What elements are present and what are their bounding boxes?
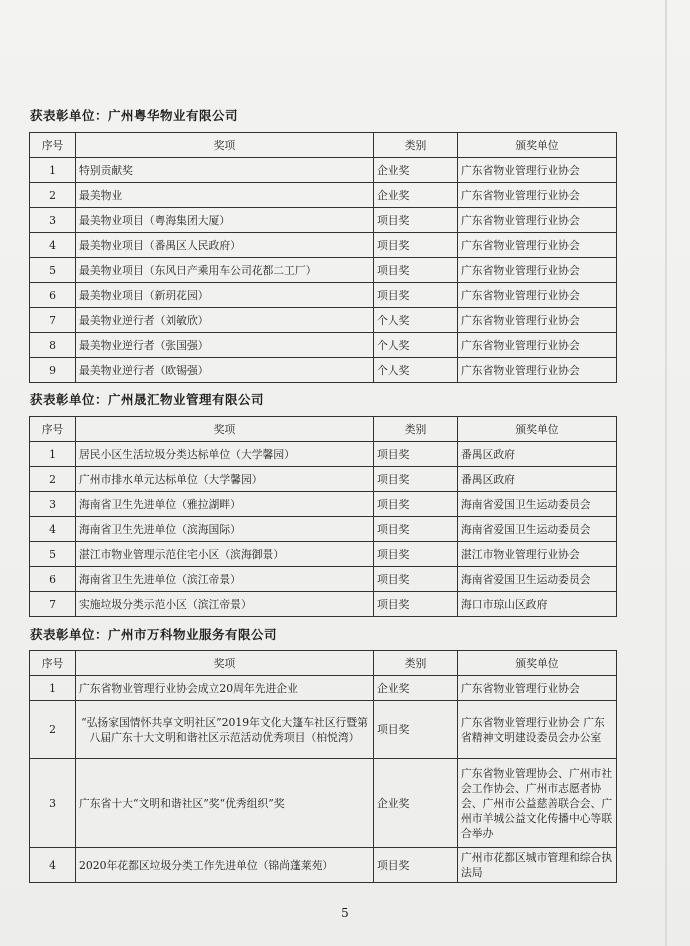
table-row	[30, 567, 617, 592]
cell-award: 最美物业项目（番禺区人民政府）	[76, 233, 374, 258]
table-row	[30, 283, 617, 308]
table-row	[30, 592, 617, 617]
cell-no: 5	[30, 258, 76, 283]
cell-category: 项目奖	[374, 701, 458, 759]
table-row	[30, 517, 617, 542]
cell-issuer: 广东省物业管理行业协会	[458, 358, 617, 383]
cell-category: 企业奖	[374, 759, 458, 848]
cell-award: 广东省十大“文明和谐社区”奖“优秀组织”奖	[76, 759, 374, 848]
cell-award: 海南省卫生先进单位（滨江帝景）	[76, 567, 374, 592]
table-row	[30, 358, 617, 383]
table-row	[30, 759, 617, 848]
table-row	[30, 158, 617, 183]
cell-no: 3	[30, 208, 76, 233]
cell-award: 最美物业逆行者（欧锡强）	[76, 358, 374, 383]
cell-issuer: 海南省爱国卫生运动委员会	[458, 517, 617, 542]
cell-issuer: 广东省物业管理行业协会	[458, 308, 617, 333]
cell-no: 7	[30, 592, 76, 617]
cell-issuer: 广东省物业管理协会、广州市社会工作协会、广州市志愿者协会、广州市公益慈善联合会、广州市羊城公益文化传播中心等联合举办	[458, 759, 617, 848]
awards-table-3	[29, 650, 617, 883]
table-header-row	[30, 133, 617, 158]
cell-award: 居民小区生活垃圾分类达标单位（大学馨园）	[76, 442, 374, 467]
header-award: 奖项	[76, 651, 374, 676]
cell-issuer: 番禺区政府	[458, 467, 617, 492]
cell-issuer: 广州市花都区城市管理和综合执法局	[458, 848, 617, 883]
cell-award: “弘扬家国情怀共享文明社区”2019年文化大篷车社区行暨第八届广东十大文明和谐社区示范活动优秀项目（柏悦湾）	[76, 701, 374, 759]
cell-issuer: 广东省物业管理行业协会	[458, 283, 617, 308]
cell-issuer: 广东省物业管理行业协会	[458, 676, 617, 701]
table-row	[30, 701, 617, 759]
table-row	[30, 676, 617, 701]
cell-award: 广东省物业管理行业协会成立20周年先进企业	[76, 676, 374, 701]
cell-no: 1	[30, 158, 76, 183]
scan-crease	[665, 0, 667, 946]
cell-award: 海南省卫生先进单位（滨海国际）	[76, 517, 374, 542]
cell-award: 海南省卫生先进单位（雅拉湖畔）	[76, 492, 374, 517]
cell-category: 项目奖	[374, 517, 458, 542]
header-category: 类别	[374, 133, 458, 158]
cell-category: 项目奖	[374, 442, 458, 467]
cell-no: 2	[30, 183, 76, 208]
header-category: 类别	[374, 417, 458, 442]
cell-award: 最美物业项目（东风日产乘用车公司花都二工厂）	[76, 258, 374, 283]
cell-award: 最美物业逆行者（张国强）	[76, 333, 374, 358]
table-header-row	[30, 417, 617, 442]
header-no: 序号	[30, 651, 76, 676]
table-row	[30, 233, 617, 258]
table-row	[30, 492, 617, 517]
section-title-3: 获表彰单位：广州市万科物业服务有限公司	[30, 627, 278, 642]
cell-no: 4	[30, 517, 76, 542]
cell-award: 广州市排水单元达标单位（大学馨园）	[76, 467, 374, 492]
cell-category: 项目奖	[374, 542, 458, 567]
table-row	[30, 467, 617, 492]
table-row	[30, 333, 617, 358]
cell-category: 项目奖	[374, 283, 458, 308]
cell-category: 项目奖	[374, 233, 458, 258]
header-category: 类别	[374, 651, 458, 676]
cell-no: 1	[30, 442, 76, 467]
cell-issuer: 广东省物业管理行业协会 广东省精神文明建设委员会办公室	[458, 701, 617, 759]
cell-award: 最美物业项目（粤海集团大厦）	[76, 208, 374, 233]
cell-no: 6	[30, 567, 76, 592]
table-row	[30, 542, 617, 567]
cell-issuer: 番禺区政府	[458, 442, 617, 467]
cell-issuer: 广东省物业管理行业协会	[458, 183, 617, 208]
cell-category: 项目奖	[374, 848, 458, 883]
cell-category: 项目奖	[374, 492, 458, 517]
cell-no: 3	[30, 759, 76, 848]
cell-issuer: 广东省物业管理行业协会	[458, 158, 617, 183]
table-row	[30, 848, 617, 883]
cell-award: 最美物业项目（新玥花园）	[76, 283, 374, 308]
header-issuer: 颁奖单位	[458, 651, 617, 676]
cell-no: 1	[30, 676, 76, 701]
cell-category: 企业奖	[374, 158, 458, 183]
cell-no: 2	[30, 701, 76, 759]
cell-award: 最美物业	[76, 183, 374, 208]
cell-category: 项目奖	[374, 208, 458, 233]
header-award: 奖项	[76, 133, 374, 158]
awards-table-1	[29, 132, 617, 383]
section-title-2: 获表彰单位：广州晟汇物业管理有限公司	[30, 392, 265, 407]
cell-issuer: 广东省物业管理行业协会	[458, 258, 617, 283]
cell-category: 项目奖	[374, 258, 458, 283]
header-issuer: 颁奖单位	[458, 133, 617, 158]
cell-award: 2020年花都区垃圾分类工作先进单位（锦尚蓬莱苑）	[76, 848, 374, 883]
cell-category: 个人奖	[374, 358, 458, 383]
cell-issuer: 海南省爱国卫生运动委员会	[458, 492, 617, 517]
cell-issuer: 广东省物业管理行业协会	[458, 208, 617, 233]
cell-no: 2	[30, 467, 76, 492]
cell-issuer: 湛江市物业管理行业协会	[458, 542, 617, 567]
table-row	[30, 183, 617, 208]
header-issuer: 颁奖单位	[458, 417, 617, 442]
section-title-1: 获表彰单位：广州粤华物业有限公司	[30, 108, 239, 123]
table-row	[30, 258, 617, 283]
page-number: 5	[341, 906, 349, 920]
cell-no: 4	[30, 233, 76, 258]
cell-no: 4	[30, 848, 76, 883]
cell-award: 特别贡献奖	[76, 158, 374, 183]
cell-category: 个人奖	[374, 308, 458, 333]
cell-no: 3	[30, 492, 76, 517]
table-row	[30, 208, 617, 233]
cell-issuer: 海南省爱国卫生运动委员会	[458, 567, 617, 592]
table-row	[30, 442, 617, 467]
header-no: 序号	[30, 417, 76, 442]
cell-category: 企业奖	[374, 183, 458, 208]
header-award: 奖项	[76, 417, 374, 442]
cell-no: 6	[30, 283, 76, 308]
header-no: 序号	[30, 133, 76, 158]
cell-no: 8	[30, 333, 76, 358]
cell-award: 湛江市物业管理示范住宅小区（滨海御景）	[76, 542, 374, 567]
cell-issuer: 广东省物业管理行业协会	[458, 333, 617, 358]
cell-no: 9	[30, 358, 76, 383]
cell-category: 企业奖	[374, 676, 458, 701]
table-row	[30, 308, 617, 333]
cell-category: 项目奖	[374, 467, 458, 492]
cell-no: 5	[30, 542, 76, 567]
cell-category: 项目奖	[374, 567, 458, 592]
cell-award: 最美物业逆行者（刘敏欣）	[76, 308, 374, 333]
cell-issuer: 海口市琼山区政府	[458, 592, 617, 617]
cell-no: 7	[30, 308, 76, 333]
cell-category: 个人奖	[374, 333, 458, 358]
cell-award: 实施垃圾分类示范小区（滨江帝景）	[76, 592, 374, 617]
table-header-row	[30, 651, 617, 676]
awards-table-2	[29, 416, 617, 617]
cell-category: 项目奖	[374, 592, 458, 617]
cell-issuer: 广东省物业管理行业协会	[458, 233, 617, 258]
